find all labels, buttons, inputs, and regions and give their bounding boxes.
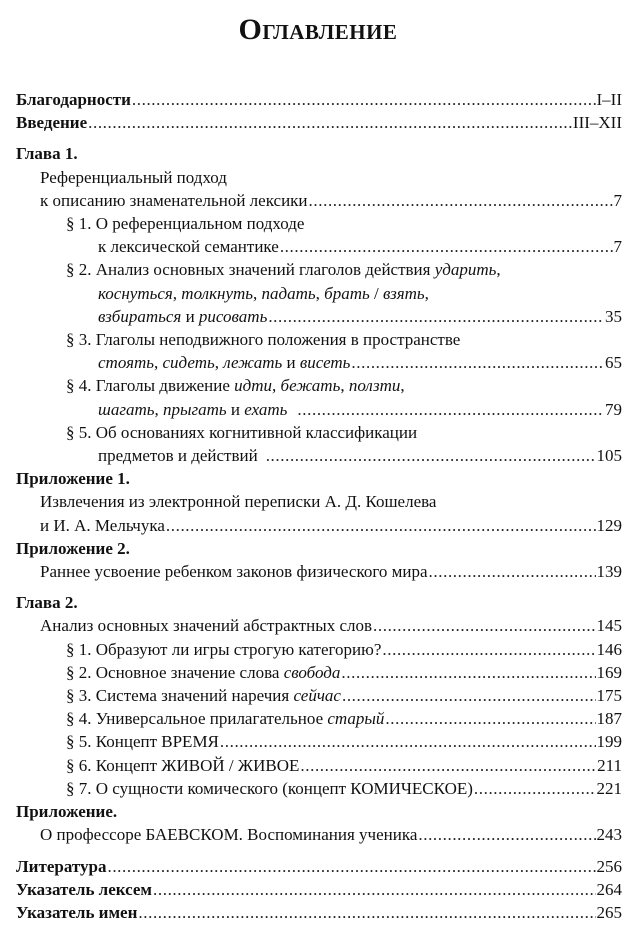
toc-entry-title: Благодарности (16, 90, 131, 109)
dot-leader (300, 754, 596, 777)
chapter-1-heading: Глава 1. (16, 144, 78, 164)
toc-entry-title: § 7. О сущности комического (концепт КОМИЧЕСКОЕ) (66, 778, 473, 798)
section-1-1-title: § 1. О референциальном подходе (66, 214, 305, 234)
appendix-1-heading: Приложение 1. (16, 469, 130, 489)
dot-leader (309, 189, 613, 212)
chapter-2-heading: Глава 2. (16, 593, 78, 613)
toc-entry-name-index[interactable] (16, 901, 622, 924)
toc-entry-section-2-6[interactable] (16, 754, 622, 777)
toc-page-number: 65 (605, 353, 622, 373)
toc-entry-section-1-3[interactable]: стоять, сидеть, лежать и висеть ..... 65 (16, 351, 622, 374)
section-1-4-title: § 4. Глаголы движение идти, бежать, ползти, (66, 376, 405, 396)
dot-leader (342, 684, 596, 707)
toc-entry-section-1-2[interactable]: взбираться и рисовать ..... 35 (16, 305, 622, 328)
dot-leader (266, 444, 596, 467)
toc-entry-title: Указатель имен (16, 902, 138, 922)
toc-page-number: 175 (596, 686, 622, 706)
toc-entry-section-1-1[interactable] (16, 235, 622, 258)
toc-page-number: 146 (596, 639, 622, 659)
toc-entry-chapter-1[interactable] (16, 189, 622, 212)
dot-leader (138, 901, 595, 924)
toc-entry-title: § 1. Образуют ли игры строгую категорию? (66, 639, 382, 659)
toc-entry-lexeme-index[interactable] (16, 878, 622, 901)
toc-page-number: 105 (596, 446, 622, 466)
toc-entry-section-1-4[interactable]: шагать, прыгать и ехать ..... 79 (16, 398, 622, 421)
toc-entry-title: § 5. Концепт ВРЕМЯ (66, 732, 219, 752)
toc-page-number: I–II (596, 90, 622, 109)
toc-entry-appendix-2[interactable] (16, 560, 622, 583)
toc-entry-introduction[interactable] (16, 111, 622, 134)
toc-page-number: 199 (596, 732, 622, 752)
toc-page-number: III–XII (572, 113, 622, 133)
toc-page-number: 187 (596, 709, 622, 729)
dot-leader (373, 614, 595, 637)
dot-leader (429, 560, 596, 583)
toc-entry-literature[interactable] (16, 855, 622, 878)
toc-entry-section-2-1[interactable] (16, 638, 622, 661)
toc-entry-section-2-5[interactable] (16, 730, 622, 753)
dot-leader (220, 730, 596, 753)
section-1-3-title: § 3. Глаголы неподвижного положения в пространстве (66, 330, 461, 350)
toc-page-number: 35 (605, 306, 622, 326)
toc-page-number: 265 (596, 902, 622, 922)
toc-entry-title: Указатель лексем (16, 879, 153, 899)
toc-entry-chapter-2[interactable] (16, 614, 622, 637)
chapter-1-title: Референциальный подход (40, 167, 227, 187)
dot-leader (418, 823, 595, 846)
dot-leader (153, 878, 595, 901)
section-1-5-title: § 5. Об основаниях когнитивной классификации (66, 422, 418, 442)
dot-leader (382, 638, 595, 661)
appendix-2-heading: Приложение 2. (16, 538, 130, 558)
toc-page-number: 139 (596, 562, 622, 582)
section-1-2-title-cont: коснуться, толкнуть, падать, брать / взять, (98, 283, 429, 303)
toc-entry-title: Раннее усвоение ребенком законов физического мира (40, 562, 428, 582)
toc-page-number: 243 (596, 825, 622, 845)
toc-page-number: 7 (613, 237, 622, 257)
toc-entry-title: к лексической семантике (98, 237, 279, 257)
toc-page-number: 7 (613, 190, 622, 210)
toc-entry-title: к описанию знаменательной лексики (40, 190, 308, 210)
dot-leader (385, 707, 595, 730)
toc-page-number: 264 (596, 879, 622, 899)
table-of-contents (16, 88, 622, 924)
toc-entry-section-2-7[interactable] (16, 777, 622, 800)
dot-leader (297, 398, 604, 421)
toc-entry-section-2-3[interactable]: § 3. Система значений наречия сейчас ..... 175 (16, 684, 622, 707)
toc-page-number: 221 (596, 778, 622, 798)
dot-leader (88, 111, 572, 134)
appendix-1-title: Извлечения из электронной переписки А. Д. Кошелева (40, 492, 437, 512)
toc-entry-title: § 6. Концепт ЖИВОЙ / ЖИВОЕ (66, 755, 300, 775)
toc-page-number: 145 (596, 616, 622, 636)
toc-page-number: 79 (605, 399, 622, 419)
toc-entry-title: Анализ основных значений абстрактных слов (40, 616, 373, 636)
toc-entry-title: предметов и действий (98, 446, 258, 466)
dot-leader (132, 88, 596, 111)
toc-entry-title: Введение (16, 113, 88, 133)
dot-leader (107, 855, 595, 878)
appendix-heading: Приложение. (16, 802, 118, 822)
toc-entry-title: Литература (16, 856, 107, 876)
dot-leader (268, 305, 604, 328)
toc-entry-acknowledgements[interactable] (16, 88, 622, 111)
toc-entry-section-2-4[interactable]: § 4. Универсальное прилагательное старый ..... 187 (16, 707, 622, 730)
toc-page-number: 129 (596, 515, 622, 535)
dot-leader (280, 235, 613, 258)
toc-entry-section-2-2[interactable]: § 2. Основное значение слова свобода ..... 169 (16, 661, 622, 684)
page-title: Оглавление (238, 13, 398, 46)
toc-entry-title: О профессоре БАЕВСКОМ. Воспоминания ученика (40, 825, 418, 845)
toc-entry-title: и И. А. Мельчука (40, 515, 165, 535)
dot-leader (166, 514, 596, 537)
toc-page-number: 211 (597, 755, 622, 775)
section-1-2-title: § 2. Анализ основных значений глаголов действия ударить, (66, 260, 501, 280)
dot-leader (474, 777, 596, 800)
toc-entry-section-1-5[interactable] (16, 444, 622, 467)
toc-entry-appendix[interactable] (16, 823, 622, 846)
toc-entry-appendix-1[interactable] (16, 514, 622, 537)
toc-page-number: 256 (596, 856, 622, 876)
toc-page-number: 169 (596, 662, 622, 682)
dot-leader (341, 661, 595, 684)
dot-leader (351, 351, 604, 374)
